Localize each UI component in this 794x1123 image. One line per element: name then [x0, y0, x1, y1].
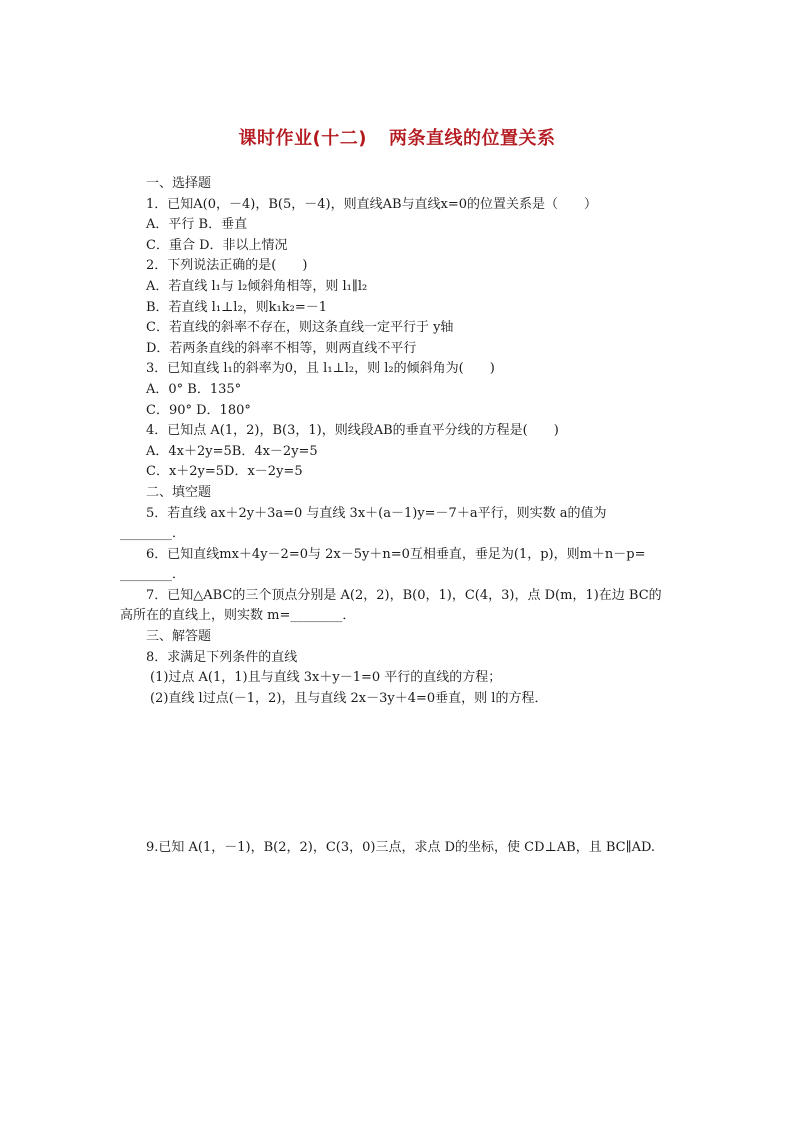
question-2: 2．下列说法正确的是( )	[146, 258, 308, 274]
question-7: 7．已知△ABC的三个顶点分别是 A(2，2)，B(0，1)，C(4，3)，点 D(m，1)在边 BC的	[146, 587, 662, 603]
question-body	[120, 174, 680, 709]
question-2-option-a: A．若直线 l₁与 l₂倾斜角相等，则 l₁∥l₂	[146, 278, 368, 294]
question-2-option-d: D．若两条直线的斜率不相等，则两直线不平行	[146, 340, 417, 356]
title-lesson-number: 课时作业(十二)	[238, 128, 367, 149]
title-topic: 两条直线的位置关系	[388, 128, 556, 149]
question-4-options-cd: C．x＋2y=5D．x－2y=5	[146, 464, 303, 480]
question-8: 8．求满足下列条件的直线	[146, 649, 298, 665]
question-2-option-c: C．若直线的斜率不存在，则这条直线一定平行于 y轴	[146, 320, 454, 336]
question-8-part-2: (2)直线 l过点(－1，2)，且与直线 2x－3y＋4=0垂直，则 l的方程．	[150, 690, 548, 706]
question-3: 3．已知直线 l₁的斜率为0，且 l₁⊥l₂，则 l₂的倾斜角为( )	[146, 361, 495, 377]
question-4-options-ab: A．4x＋2y=5B．4x－2y=5	[146, 443, 318, 459]
question-6: 6．已知直线mx＋4y－2=0与 2x－5y＋n=0互相垂直，垂足为(1，p)，则m＋n－p=	[146, 546, 646, 562]
question-9: 9.已知 A(1，－1)，B(2，2)，C(3，0)三点，求点 D的坐标，使 CD⊥AB，且 BC∥AD.	[146, 840, 656, 855]
question-3-options-ab: A．0° B．135°	[146, 381, 242, 397]
section-heading-choice: 一、选择题	[146, 176, 212, 191]
section-heading-answer: 三、解答题	[146, 629, 212, 645]
question-6-blank: ________．	[120, 567, 186, 583]
question-5-blank: ________．	[120, 526, 186, 542]
question-5: 5．若直线 ax＋2y＋3a=0 与直线 3x＋(a－1)y=－7＋a平行，则实数 a的值为	[146, 505, 607, 521]
question-3-options-cd: C．90° D．180°	[146, 402, 251, 418]
page-title	[0, 124, 794, 150]
question-1-options-cd: C．重合 D．非以上情况	[146, 237, 288, 253]
question-2-option-b: B．若直线 l₁⊥l₂，则k₁k₂=－1	[146, 299, 327, 315]
question-4: 4．已知点 A(1，2)，B(3，1)，则线段AB的垂直平分线的方程是( )	[146, 423, 559, 439]
question-1-options-ab: A．平行 B．垂直	[146, 217, 248, 233]
section-heading-fill: 二、填空题	[146, 484, 212, 500]
question-7-continued: 高所在的直线上，则实数 m=________．	[120, 608, 356, 624]
question-1: 1．已知A(0，－4)，B(5，－4)，则直线AB与直线x=0的位置关系是（ ）	[146, 196, 598, 212]
question-8-part-1: (1)过点 A(1，1)且与直线 3x＋y－1=0 平行的直线的方程；	[150, 670, 502, 686]
